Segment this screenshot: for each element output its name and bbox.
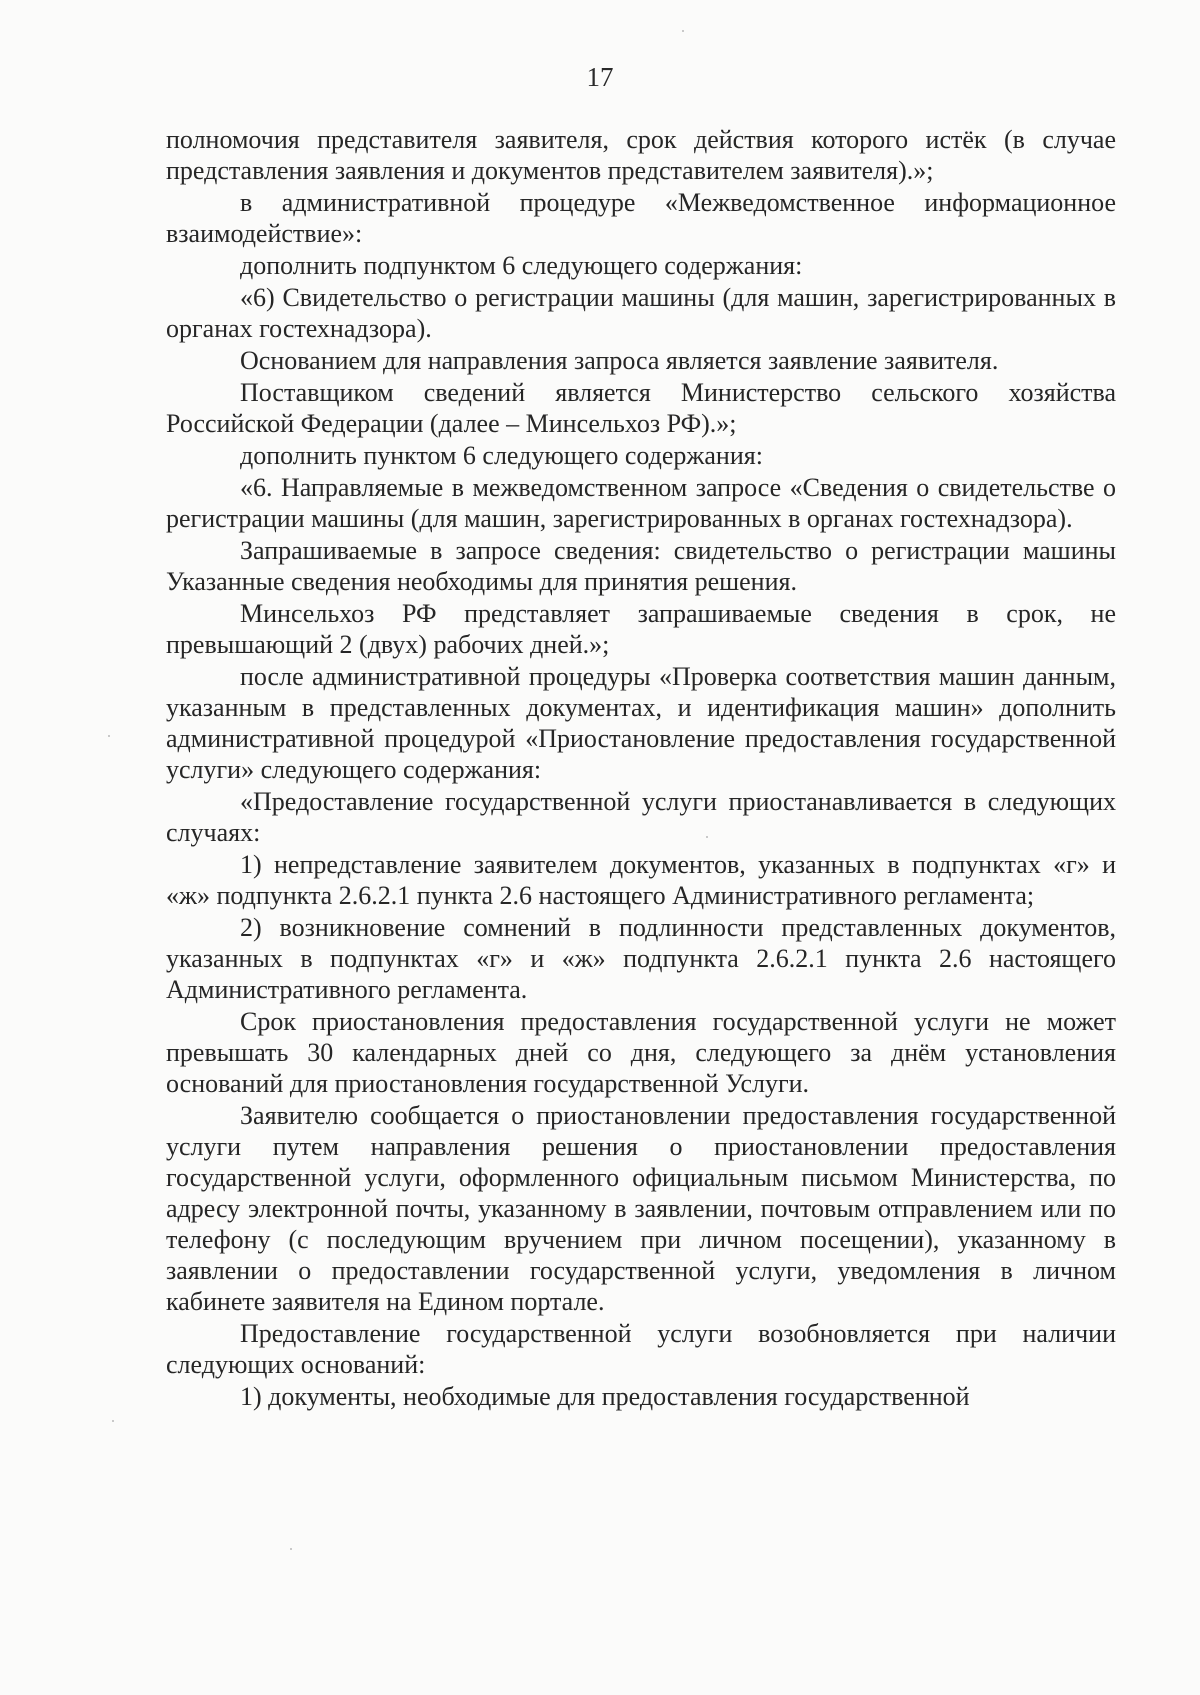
paragraph: «6) Свидетельство о регистрации машины (для машин, зарегистрированных в органах гостехнадзора). [166,283,1116,343]
paragraph: Поставщиком сведений является Министерство сельского хозяйства Российской Федерации (далее – Минсельхоз РФ).»; [166,378,1116,438]
paragraph: 1) документы, необходимые для предоставления государственной [240,1382,970,1411]
paragraph: дополнить подпунктом 6 следующего содержания: [240,251,803,280]
paragraph: Срок приостановления предоставления государственной услуги не может превышать 30 календарных дней со дня, следующего за днём установления оснований для приостановления государственной Услуги. [166,1007,1116,1098]
document-body [166,124,1116,1413]
page-number: 17 [586,62,614,92]
paragraph: 2) возникновение сомнений в подлинности представленных документов, указанных в подпунктах «г» и «ж» подпункта 2.6.2.1 пункта 2.6 настоящего Административного регламента. [166,913,1116,1004]
paragraph: в административной процедуре «Межведомственное информационное взаимодействие»: [166,188,1116,248]
paragraph: 1) непредставление заявителем документов, указанных в подпунктах «г» и «ж» подпункта 2.6.2.1 пункта 2.6 настоящего Административного регламента; [166,850,1116,910]
paragraph: «6. Направляемые в межведомственном запросе «Сведения о свидетельстве о регистрации машины (для машин, зарегистрированных в органах гостехнадзора). [166,473,1116,533]
paragraph: Запрашиваемые в запросе сведения: свидетельство о регистрации машины Указанные сведения необходимы для принятия решения. [166,536,1116,596]
paragraph: Минсельхоз РФ представляет запрашиваемые сведения в срок, не превышающий 2 (двух) рабочих дней.»; [166,599,1116,659]
scan-speck [682,30,684,32]
paragraph: дополнить пунктом 6 следующего содержания: [240,441,763,470]
paragraph: «Предоставление государственной услуги приостанавливается в следующих случаях: [166,787,1116,847]
paragraph: Основанием для направления запроса является заявление заявителя. [240,346,999,375]
scan-speck [108,735,110,737]
scan-speck [706,836,708,838]
scan-speck [112,1420,114,1422]
paragraph: полномочия представителя заявителя, срок действия которого истёк (в случае представления заявления и документов представителем заявителя).»; [166,125,1116,185]
paragraph: после административной процедуры «Проверка соответствия машин данным, указанным в представленных документах, и идентификация машин» дополнить административной процедурой «Приостановление предоставления государственной услуги» следующего содержания: [166,662,1116,784]
paragraph: Предоставление государственной услуги возобновляется при наличии следующих оснований: [166,1319,1116,1379]
paragraph: Заявителю сообщается о приостановлении предоставления государственной услуги путем направления решения о приостановлении предоставления государственной услуги, оформленного официальным письмом Министерства, по адресу электронной почты, указанному в заявлении, почтовым отправлением или по телефону (с последующим вручением при личном посещении), указанному в заявлении о предоставлении государственной услуги, уведомления в личном кабинете заявителя на Едином портале. [166,1101,1116,1316]
scan-speck [290,1548,292,1550]
